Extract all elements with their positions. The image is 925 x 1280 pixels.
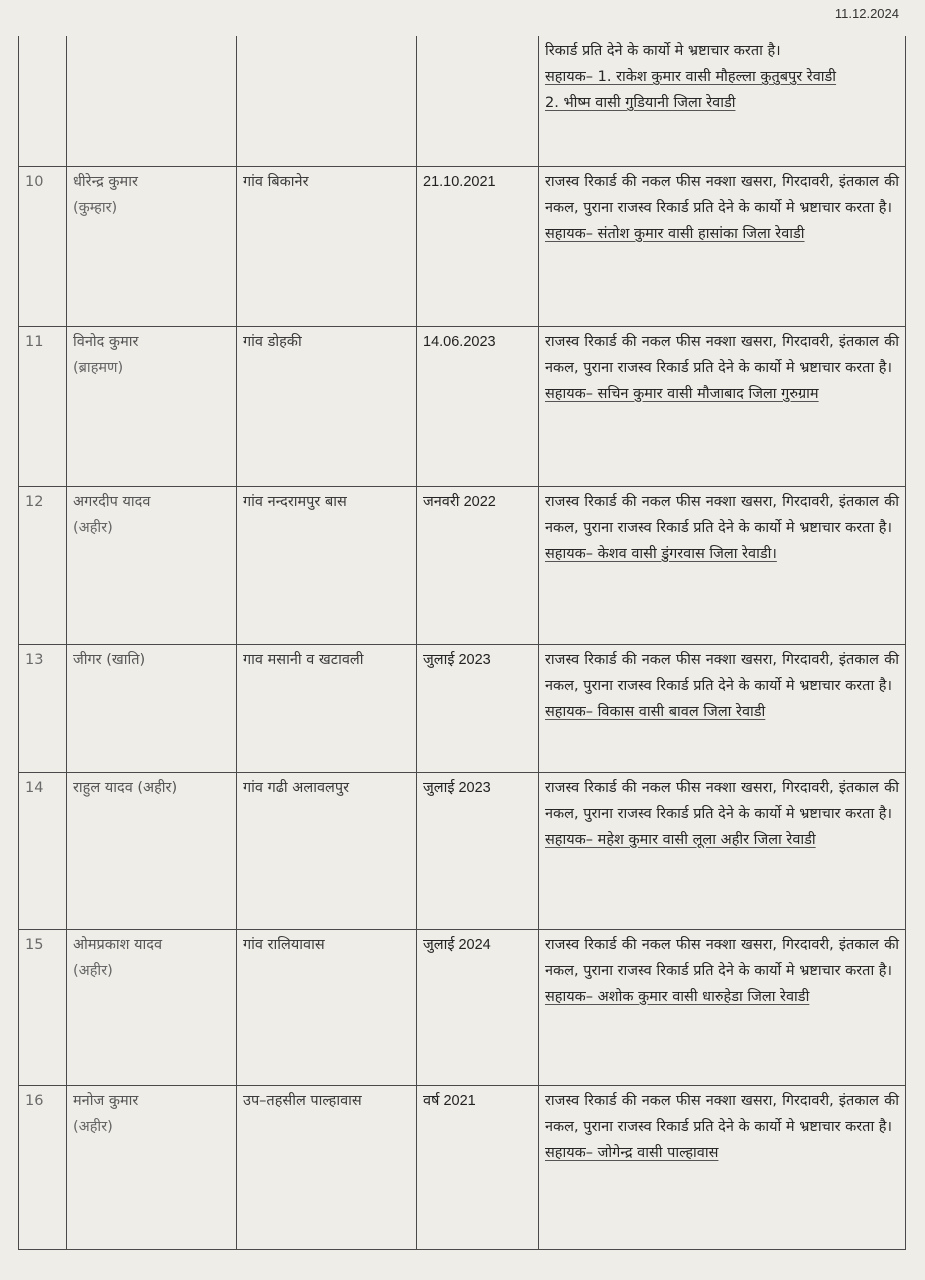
helper-text: सहायक– 1. राकेश कुमार वासी मौहल्ला कुतुबपुर रेवाडी	[545, 69, 837, 85]
table-row	[19, 36, 906, 166]
person-name: राहुल यादव (अहीर)	[73, 779, 178, 796]
description-cell	[539, 929, 906, 1085]
description-text: राजस्व रिकार्ड की नकल फीस नक्शा खसरा, गिरदावरी, इंतकाल की नकल, पुराना राजस्व रिकार्ड प्रति देने के कार्यो मे भ्रष्टाचार करता है।	[545, 333, 899, 376]
person-caste: (अहीर)	[73, 962, 113, 979]
person-cell	[67, 644, 237, 772]
date-cell: जनवरी 2022	[417, 486, 539, 644]
date-cell: जुलाई 2024	[417, 929, 539, 1085]
serial-number: 15	[19, 929, 67, 1085]
place-cell: गांव बिकानेर	[237, 166, 417, 326]
description-cell	[539, 326, 906, 486]
helper-text: सहायक– जोगेन्द्र वासी पाल्हावास	[545, 1144, 719, 1161]
serial-number: 10	[19, 166, 67, 326]
serial-number: 13	[19, 644, 67, 772]
place-cell: गांव नन्दरामपुर बास	[237, 486, 417, 644]
place-cell: गांव गढी अलावलपुर	[237, 772, 417, 929]
person-caste: (अहीर)	[73, 1118, 113, 1135]
person-caste: (ब्राहमण)	[73, 359, 124, 376]
date-cell: जुलाई 2023	[417, 644, 539, 772]
table-row	[19, 326, 906, 486]
helper-text: सहायक– केशव वासी डुंगरवास जिला रेवाडी।	[545, 545, 777, 562]
description-text: राजस्व रिकार्ड की नकल फीस नक्शा खसरा, गिरदावरी, इंतकाल की नकल, पुराना राजस्व रिकार्ड प्रति देने के कार्यो मे भ्रष्टाचार करता है।	[545, 1092, 899, 1135]
person-cell	[67, 772, 237, 929]
person-cell	[67, 1085, 237, 1249]
person-caste: (अहीर)	[73, 519, 113, 536]
person-name: जीगर (खाति)	[73, 651, 146, 668]
table-row	[19, 772, 906, 929]
document-date: 11.12.2024	[834, 6, 899, 21]
person-cell	[67, 326, 237, 486]
person-cell	[67, 929, 237, 1085]
table-row	[19, 929, 906, 1085]
records-table	[18, 36, 906, 1250]
place-cell: गांव डोहकी	[237, 326, 417, 486]
helper-text: सहायक– अशोक कुमार वासी धारुहेडा जिला रेवाडी	[545, 988, 810, 1005]
place-cell: गाव मसानी व खटावली	[237, 644, 417, 772]
helper-text: सहायक– सचिन कुमार वासी मौजाबाद जिला गुरुग्राम	[545, 385, 819, 402]
date-cell	[417, 36, 539, 166]
description-text: राजस्व रिकार्ड की नकल फीस नक्शा खसरा, गिरदावरी, इंतकाल की नकल, पुराना राजस्व रिकार्ड प्रति देने के कार्यो मे भ्रष्टाचार करता है।	[545, 779, 899, 822]
description-text: रिकार्ड प्रति देने के कार्यो मे भ्रष्टाचार करता है।	[545, 43, 781, 59]
date-cell: वर्ष 2021	[417, 1085, 539, 1249]
place-cell: गांव रालियावास	[237, 929, 417, 1085]
helper-text: सहायक– महेश कुमार वासी लूला अहीर जिला रेवाडी	[545, 831, 816, 848]
serial-number: 16	[19, 1085, 67, 1249]
date-cell: 21.10.2021	[417, 166, 539, 326]
description-cell	[539, 644, 906, 772]
description-cell	[539, 772, 906, 929]
person-cell	[67, 36, 237, 166]
person-cell	[67, 166, 237, 326]
date-cell: 14.06.2023	[417, 326, 539, 486]
table-row	[19, 166, 906, 326]
table-row	[19, 644, 906, 772]
serial-number: 14	[19, 772, 67, 929]
description-cell	[539, 166, 906, 326]
place-cell	[237, 36, 417, 166]
description-cell	[539, 36, 906, 166]
person-name: अगरदीप यादव	[73, 493, 151, 510]
person-name: मनोज कुमार	[73, 1092, 139, 1109]
person-name: विनोद कुमार	[73, 333, 139, 350]
helper-text-2: 2. भीष्म वासी गुडियानी जिला रेवाडी	[545, 95, 736, 111]
description-cell	[539, 486, 906, 644]
person-cell	[67, 486, 237, 644]
helper-text: सहायक– विकास वासी बावल जिला रेवाडी	[545, 703, 766, 720]
description-text: राजस्व रिकार्ड की नकल फीस नक्शा खसरा, गिरदावरी, इंतकाल की नकल, पुराना राजस्व रिकार्ड प्रति देने के कार्यो मे भ्रष्टाचार करता है।	[545, 936, 899, 979]
description-text: राजस्व रिकार्ड की नकल फीस नक्शा खसरा, गिरदावरी, इंतकाल की नकल, पुराना राजस्व रिकार्ड प्रति देने के कार्यो मे भ्रष्टाचार करता है।	[545, 651, 899, 694]
table-row	[19, 1085, 906, 1249]
description-cell	[539, 1085, 906, 1249]
serial-number	[19, 36, 67, 166]
helper-text: सहायक– संतोश कुमार वासी हासांका जिला रेवाडी	[545, 225, 805, 242]
table-row	[19, 486, 906, 644]
person-name: ओमप्रकाश यादव	[73, 936, 163, 953]
description-text: राजस्व रिकार्ड की नकल फीस नक्शा खसरा, गिरदावरी, इंतकाल की नकल, पुराना राजस्व रिकार्ड प्रति देने के कार्यो मे भ्रष्टाचार करता है।	[545, 173, 899, 216]
date-cell: जुलाई 2023	[417, 772, 539, 929]
person-name: धीरेन्द्र कुमार	[73, 173, 138, 190]
serial-number: 12	[19, 486, 67, 644]
place-cell: उप–तहसील पाल्हावास	[237, 1085, 417, 1249]
serial-number: 11	[19, 326, 67, 486]
person-caste: (कुम्हार)	[73, 199, 118, 216]
description-text: राजस्व रिकार्ड की नकल फीस नक्शा खसरा, गिरदावरी, इंतकाल की नकल, पुराना राजस्व रिकार्ड प्रति देने के कार्यो मे भ्रष्टाचार करता है।	[545, 493, 899, 536]
